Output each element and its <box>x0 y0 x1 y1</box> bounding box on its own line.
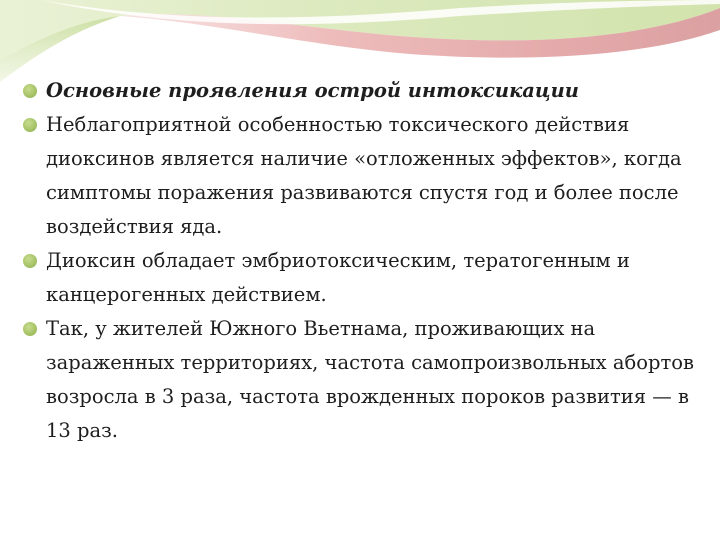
bullet-item <box>22 108 702 244</box>
bullet-list <box>22 74 702 448</box>
bullet-dot-icon <box>23 322 37 336</box>
bullet-text: Неблагоприятной особенностью токсического действия диоксинов является наличие «отложенных эффектов», когда симптомы поражения развиваются спустя год и более после воздействия яда. <box>46 113 682 238</box>
bullet-heading: Основные проявления острой интоксикации <box>46 79 579 102</box>
bullet-item <box>22 74 702 108</box>
bullet-dot-icon <box>23 254 37 268</box>
bullet-dot-icon <box>23 118 37 132</box>
bullet-text: Так, у жителей Южного Вьетнама, проживающих на зараженных территориях, частота самопроизвольных абортов возросла в 3 раза, частота врожденных пороков развития — в 13 раз. <box>46 317 694 442</box>
bullet-text: Диоксин обладает эмбриотоксическим, тератогенным и канцерогенных действием. <box>46 249 630 306</box>
bullet-item <box>22 312 702 448</box>
bullet-item <box>22 244 702 312</box>
bullet-dot-icon <box>23 84 37 98</box>
